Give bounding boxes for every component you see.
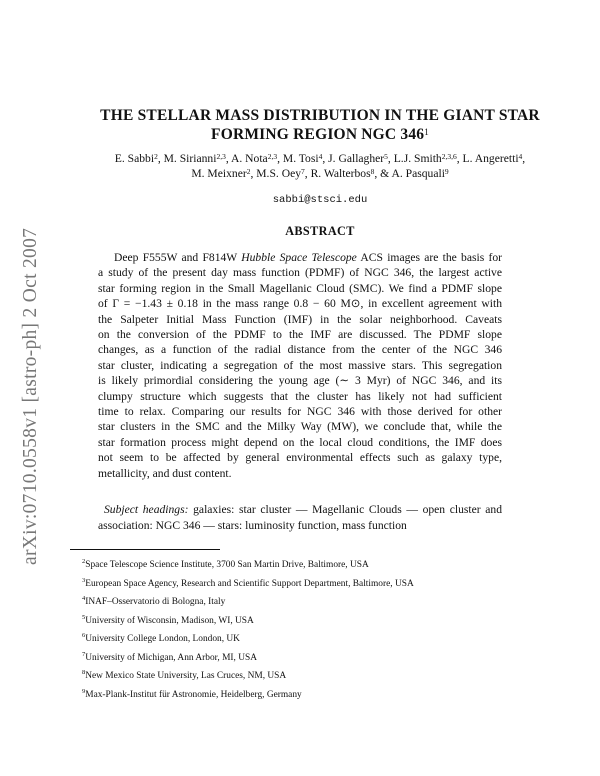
author-name: A. Pasquali — [391, 167, 445, 180]
footnote-text: European Space Agency, Research and Scientific Support Department, Baltimore, USA — [85, 578, 414, 589]
author-affiliation-mark: 8 — [370, 167, 375, 176]
author-name: L.J. Smith — [393, 152, 442, 165]
abstract-line: a study of the present day mass function (PDMF) of NGC 346, the largest active — [98, 266, 502, 280]
author-name: L. Angeretti — [462, 152, 519, 165]
author-name: A. Nota — [231, 152, 268, 165]
author-affiliation-mark: 4 — [518, 152, 523, 161]
contact-email: sabbi@stsci.edu — [272, 194, 368, 206]
abstract-line: metallicity, and dust content. — [98, 466, 232, 480]
author-affiliation-mark: 2,3 — [216, 152, 226, 161]
abstract-line: clumpy structure which suggests that the cluster has likely not had sufficient — [98, 389, 502, 403]
footnote-text: Max-Plank-Institut für Astronomie, Heidelberg, Germany — [85, 689, 302, 700]
affiliation-footnotes — [82, 556, 562, 704]
subject-headings-line-2: association: NGC 346 — stars: luminosity function, mass function — [98, 519, 407, 532]
abstract-line: changes, as a function of the radial distance from the center of the NGC 346 — [98, 343, 502, 357]
footnote-text: University of Michigan, Ann Arbor, MI, USA — [85, 652, 257, 663]
abstract-body — [98, 250, 502, 481]
footnote-number: 7 — [82, 650, 86, 658]
author-affiliation-mark: 2 — [246, 167, 251, 176]
paper-title — [60, 106, 580, 144]
footnote-item — [82, 593, 562, 612]
abstract-line: star formation process might depend on the local cloud conditions, the IMF does — [98, 435, 502, 449]
footnote-item — [82, 575, 562, 594]
author-name: M. Meixner — [191, 167, 247, 180]
footnote-number: 9 — [82, 687, 86, 695]
author-affiliation-mark: 2,3,6 — [441, 152, 457, 161]
title-footnote-mark: 1 — [424, 127, 429, 137]
footnote-number: 8 — [82, 669, 86, 676]
footnote-item — [82, 630, 562, 649]
footnote-number: 3 — [82, 576, 86, 584]
abstract-line: is likely primordial considering the young age (∼ 3 Myr) of NGC 346, and its — [98, 374, 502, 388]
author-affiliation-mark: 5 — [384, 152, 388, 161]
author-name: M.S. Oey — [256, 167, 302, 180]
abstract-line: Deep F555W and F814W Hubble Space Telescope ACS images are the basis for — [114, 251, 502, 264]
author-affiliation-mark: 2 — [154, 152, 158, 161]
footnote-text: Space Telescope Science Institute, 3700 San Martin Drive, Baltimore, USA — [85, 560, 369, 570]
abstract-line: the Salpeter Initial Mass Function (IMF) in the solar neighborhood. Caveats — [98, 312, 502, 326]
abstract-heading: ABSTRACT — [285, 224, 355, 238]
abstract-line: star cluster, indicating a segregation of the most massive stars. This segregation — [98, 358, 502, 372]
abstract-line: star forming region in the Small Magellanic Cloud (SMC). We find a PDMF slope — [98, 281, 502, 295]
author-line-2: M. Meixner$^2$, M.S. Oey$^7$, R. Walterbos$^8$, & A. Pasquali$^9$ — [191, 167, 449, 180]
footnote-text: New Mexico State University, Las Cruces, NM, USA — [85, 671, 287, 681]
subject-headings-label: Subject headings: — [104, 503, 189, 516]
author-affiliation-mark: 2,3 — [267, 152, 278, 161]
abstract-line: not seem to be affected by general environmental effects such as galaxy type, — [98, 451, 502, 465]
footnote-item — [82, 612, 562, 631]
author-affiliation-mark: 7 — [301, 167, 305, 176]
author-name: M. Tosi — [282, 152, 319, 165]
abstract-line: of Γ = −1.43 ± 0.18 in the mass range 0.8 − 60 M⊙, in excellent agreement with — [98, 297, 502, 311]
footnote-item — [82, 667, 562, 686]
author-name: E. Sabbi — [114, 152, 155, 165]
title-line-1: THE STELLAR MASS DISTRIBUTION IN THE GIANT STAR — [100, 107, 540, 124]
author-line-1: E. Sabbi$^2$, M. Sirianni$^{2,3}$, A. Nota$^{2,3}$, M. Tosi$^4$, J. Gallagher$^5$, L.J. Smith$^{2,3,6}$, L. Angeretti$^4$, — [114, 152, 526, 165]
footnote-text: University College London, London, UK — [85, 634, 240, 644]
footnote-item — [82, 556, 562, 575]
author-affiliation-mark: 9 — [444, 167, 449, 176]
footnote-item — [82, 686, 562, 705]
abstract-line: on the conversion of the PDMF to the IMF are discussed. The PDMF slope — [98, 328, 502, 342]
author-name: J. Gallagher — [328, 152, 385, 165]
footnote-number: 2 — [82, 558, 86, 565]
subject-headings-line-1: Subject headings: galaxies: star cluster — Magellanic Clouds — open cluster and — [104, 503, 503, 516]
author-list — [60, 151, 580, 181]
footnote-text: INAF–Osservatorio di Bologna, Italy — [85, 597, 226, 607]
arxiv-identifier: arXiv:0710.0558v1 [astro-ph] 2 Oct 2007 — [20, 227, 41, 565]
footnote-number: 5 — [82, 613, 86, 621]
footnote-rule — [70, 549, 220, 550]
author-name: M. Sirianni — [163, 152, 217, 165]
author-affiliation-mark: 4 — [318, 152, 323, 161]
footnote-item — [82, 649, 562, 668]
footnote-number: 6 — [82, 632, 86, 639]
abstract-line: star clusters in the SMC and the Milky Way (MW), we conclude that, while the — [98, 420, 502, 434]
footnote-text: University of Wisconsin, Madison, WI, USA — [85, 615, 254, 626]
footnote-number: 4 — [82, 595, 86, 602]
subject-headings — [98, 502, 502, 534]
abstract-line: time to relax. Comparing our results for NGC 346 with those derived for other — [98, 405, 502, 419]
title-line-2: FORMING REGION NGC $346^1$ — [211, 126, 429, 143]
author-name: R. Walterbos — [310, 167, 371, 180]
